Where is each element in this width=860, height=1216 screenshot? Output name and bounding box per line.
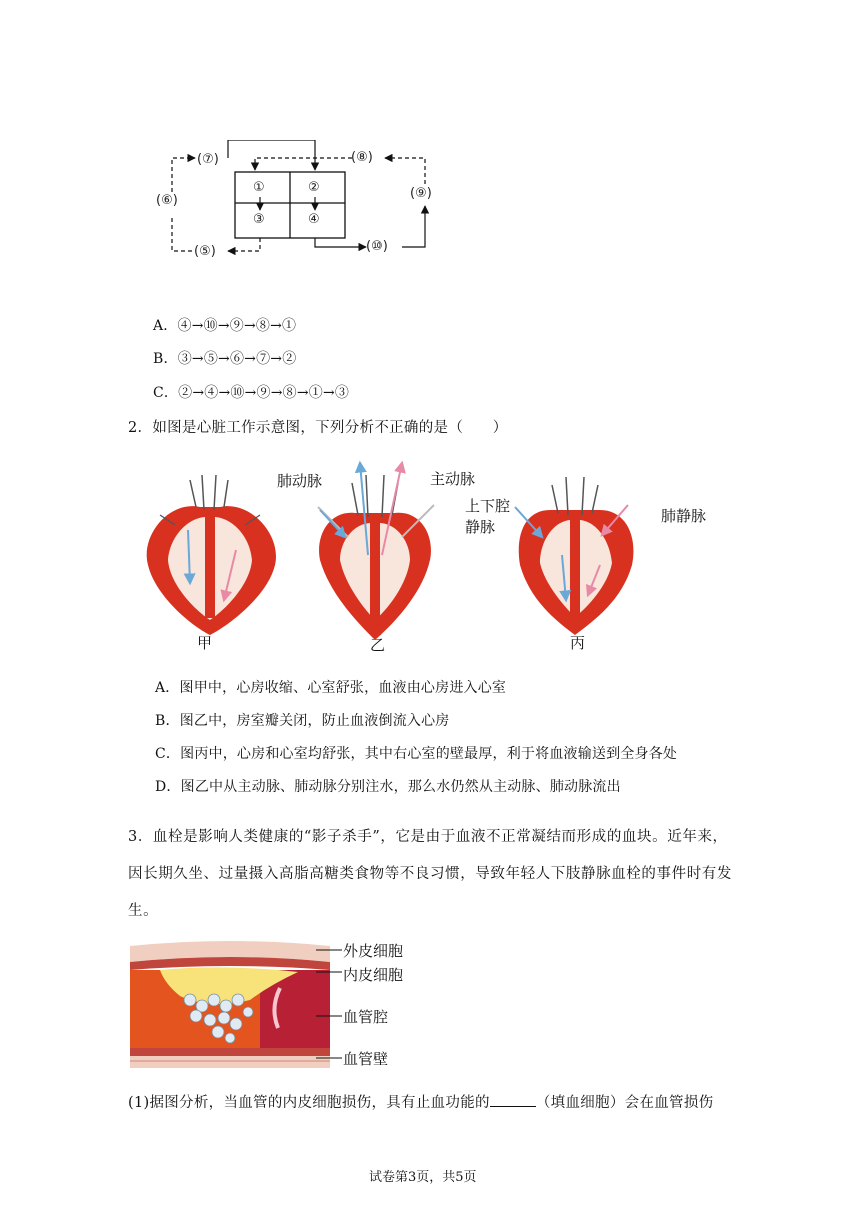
- label-yi: 乙: [370, 636, 386, 654]
- blood-clot-figure: [130, 940, 330, 1072]
- node-2: ②: [308, 180, 320, 195]
- node-5: (⑤): [194, 244, 216, 259]
- label-vena-cava-1: 上下腔: [465, 497, 511, 515]
- q2-option-c[interactable]: C．图丙中，心房和心室均舒张，其中右心室的壁最厚，利于将血液输送到全身各处: [155, 746, 678, 762]
- q2-option-b[interactable]: B．图乙中，房室瓣关闭，防止血液倒流入心房: [155, 713, 450, 729]
- label-aorta: 主动脉: [430, 470, 476, 488]
- heart-yi: [318, 463, 434, 640]
- q2-option-a[interactable]: A．图甲中，心房收缩、心室舒张，血液由心房进入心室: [155, 680, 507, 696]
- label-jia: 甲: [197, 634, 213, 652]
- q1-option-c[interactable]: C．②→④→⑩→⑨→⑧→①→③: [153, 385, 350, 401]
- node-6: (⑥): [156, 193, 178, 208]
- label-vena-cava-2: 静脉: [465, 518, 496, 536]
- q2-stem: 2．如图是心脏工作示意图，下列分析不正确的是（ ）: [128, 420, 508, 436]
- label-pulmonary-vein: 肺静脉: [661, 507, 707, 525]
- answer-blank[interactable]: [490, 1092, 536, 1107]
- q1-option-b[interactable]: B．③→⑤→⑥→⑦→②: [153, 351, 297, 367]
- label-vessel-wall: 血管壁: [343, 1050, 389, 1068]
- node-7: (⑦): [197, 152, 219, 167]
- q3-line-3: 生。: [128, 903, 159, 919]
- q3-line-1: 3．血栓是影响人类健康的“影子杀手”，它是由于血液不正常凝结而形成的血块。近年来，: [128, 829, 728, 845]
- node-10: (⑩): [366, 239, 388, 254]
- q3-sub1: (1)据图分析，当血管的内皮细胞损伤，具有止血功能的 （填血细胞）会在血管损伤: [128, 1091, 713, 1112]
- label-pulmonary-artery: 肺动脉: [277, 472, 323, 490]
- node-9: (⑨): [410, 186, 432, 201]
- page-footer: 试卷第3页，共5页: [369, 1170, 477, 1185]
- label-bing: 丙: [570, 634, 586, 652]
- node-3: ③: [253, 212, 265, 227]
- q1-option-a[interactable]: A．④→⑩→⑨→⑧→①: [153, 318, 297, 334]
- heart-jia: [147, 475, 276, 635]
- node-4: ④: [308, 212, 320, 227]
- label-inner-cells: 内皮细胞: [343, 966, 404, 984]
- q3-line-2: 因长期久坐、过量摄入高脂高糖类食物等不良习惯，导致年轻人下肢静脉血栓的事件时有发: [128, 866, 732, 882]
- circulation-diagram: [140, 140, 460, 275]
- node-8: (⑧): [351, 150, 373, 165]
- node-1: ①: [253, 180, 265, 195]
- q2-option-d[interactable]: D．图乙中从主动脉、肺动脉分别注水，那么水仍然从主动脉、肺动脉流出: [155, 779, 621, 795]
- blood-clot-leaders: [316, 940, 346, 1072]
- label-lumen: 血管腔: [343, 1008, 389, 1026]
- heart-bing: [515, 477, 633, 635]
- label-outer-cells: 外皮细胞: [343, 942, 404, 960]
